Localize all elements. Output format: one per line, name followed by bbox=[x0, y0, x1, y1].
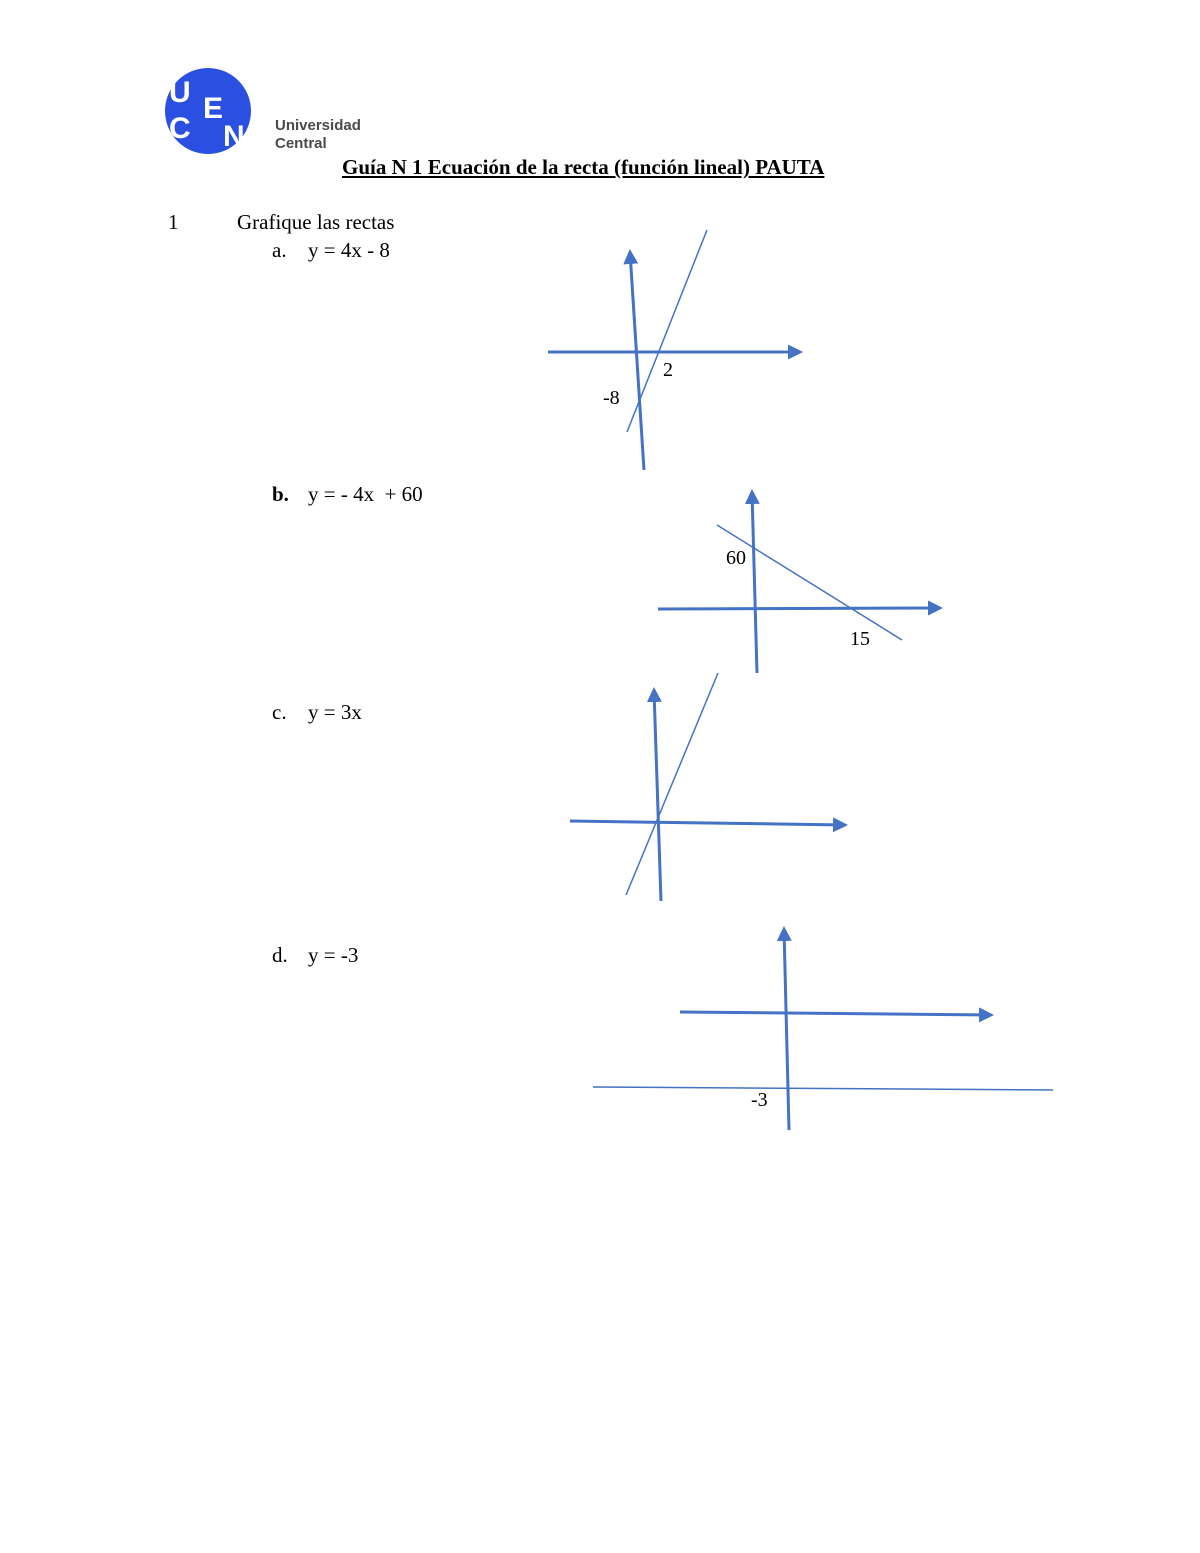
logo-letter-n: N bbox=[223, 120, 245, 153]
item-b-marker: b. bbox=[272, 482, 289, 506]
item-a-equation: y = 4x - 8 bbox=[308, 238, 390, 262]
graph-b-label-15: 15 bbox=[850, 628, 870, 650]
graph-a-y-axis bbox=[630, 252, 644, 470]
graph-a-label-minus8: -8 bbox=[603, 387, 620, 409]
item-d-marker: d. bbox=[272, 943, 288, 967]
logo-letter-u: U bbox=[169, 76, 191, 109]
graph-b bbox=[658, 492, 940, 673]
graph-c bbox=[570, 673, 845, 901]
graph-b-line bbox=[717, 525, 902, 640]
item-a-marker: a. bbox=[272, 238, 287, 262]
graph-c-line bbox=[626, 673, 718, 895]
logo-letter-c: C bbox=[169, 112, 191, 145]
graph-c-y-axis bbox=[654, 690, 661, 901]
item-c-equation: y = 3x bbox=[308, 700, 362, 724]
graph-c-x-axis bbox=[570, 821, 845, 825]
graph-b-y-axis bbox=[752, 492, 757, 673]
graph-d bbox=[593, 929, 1053, 1130]
question-text: Grafique las rectas bbox=[237, 210, 395, 234]
item-d-equation: y = -3 bbox=[308, 943, 359, 967]
logo-letter-e: E bbox=[203, 92, 224, 125]
graph-a-label-2: 2 bbox=[663, 359, 673, 381]
graph-d-x-axis bbox=[680, 1012, 991, 1015]
logo-name-line2: Central bbox=[275, 135, 327, 152]
graph-b-label-60: 60 bbox=[726, 547, 746, 569]
graph-b-x-axis bbox=[658, 608, 940, 609]
item-c-marker: c. bbox=[272, 700, 287, 724]
item-b-equation: y = - 4x + 60 bbox=[308, 482, 423, 506]
graph-d-line bbox=[593, 1087, 1053, 1090]
question-number: 1 bbox=[168, 210, 179, 234]
graph-d-label-minus3: -3 bbox=[751, 1089, 768, 1111]
graph-a-line bbox=[627, 230, 707, 432]
logo-name-line1: Universidad bbox=[275, 117, 361, 134]
graph-a bbox=[548, 230, 800, 470]
document-title: Guía N 1 Ecuación de la recta (función lineal) PAUTA bbox=[342, 155, 825, 179]
graph-d-y-axis bbox=[784, 929, 789, 1130]
